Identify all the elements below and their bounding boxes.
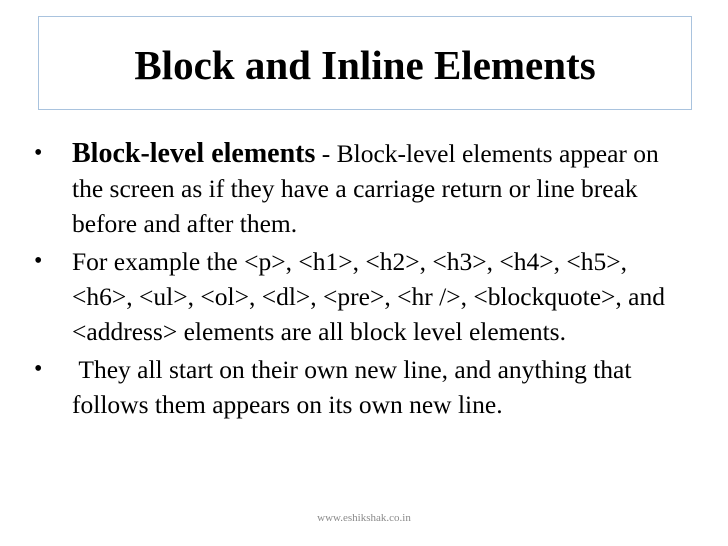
bullet-separator: -	[315, 139, 337, 168]
bullet-lead: Block-level elements	[72, 138, 316, 169]
bullet-item	[30, 244, 690, 349]
bullet-dot-icon: •	[34, 248, 43, 274]
title-box	[38, 16, 692, 110]
bullet-text: For example the <p>, <h1>, <h2>, <h3>, <h4>, <h5>, <h6>, <ul>, <ol>, <dl>, <pre>, <hr />, <blockquote>, and <address> elements are all block level elements.	[72, 247, 665, 346]
bullet-list	[30, 136, 690, 425]
slide-title: Block and Inline Elements	[134, 41, 596, 88]
bullet-text: They all start on their own new line, and anything that follows them appears on its own new line.	[72, 355, 638, 419]
bullet-item	[30, 136, 690, 241]
bullet-text: Block-level elements appear on the screen as if they have a carriage return or line break before and after them.	[72, 139, 659, 238]
footer-url: www.eshikshak.co.in	[317, 512, 411, 524]
bullet-dot-icon: •	[34, 140, 43, 166]
bullet-dot-icon: •	[34, 356, 43, 382]
bullet-item	[30, 352, 690, 422]
